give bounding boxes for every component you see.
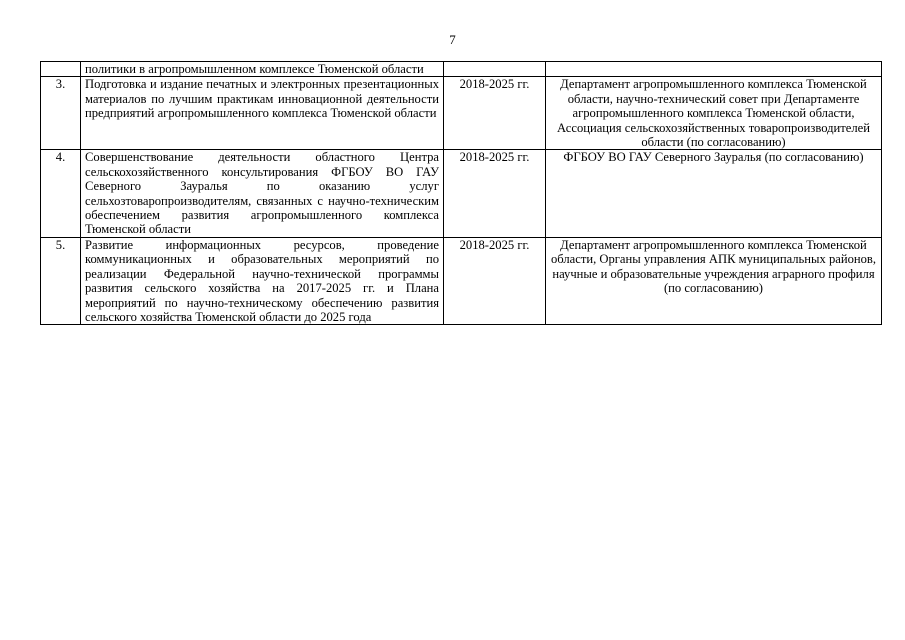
measure-responsible (546, 62, 882, 77)
measure-responsible: Департамент агропромышленного комплекса Тюменской области, Органы управления АПК муниципальных районов, научные и образовательные учреждения аграрного профиля (по согласованию) (546, 237, 882, 324)
row-number: 4. (41, 150, 81, 237)
measure-period (444, 62, 546, 77)
measure-description: Совершенствование деятельности областного Центра сельскохозяйственного консультирования ФГБОУ ВО ГАУ Северного Зауралья по оказанию услуг сельхозтоваропроизводителям, связанных с научно-техническим обеспечением развития агропромышленного комплекса Тюменской области (81, 150, 444, 237)
measure-period: 2018-2025 гг. (444, 150, 546, 237)
measure-period: 2018-2025 гг. (444, 77, 546, 150)
table-row (41, 62, 882, 77)
row-number: 5. (41, 237, 81, 324)
table-row (41, 150, 882, 237)
table-row (41, 237, 882, 324)
measure-period: 2018-2025 гг. (444, 237, 546, 324)
row-number (41, 62, 81, 77)
measure-description: Подготовка и издание печатных и электронных презентационных материалов по лучшим практикам инновационной деятельности предприятий агропромышленного комплекса Тюменской области (81, 77, 444, 150)
measure-responsible: ФГБОУ ВО ГАУ Северного Зауралья (по согласованию) (546, 150, 882, 237)
table-row (41, 77, 882, 150)
measure-responsible: Департамент агропромышленного комплекса Тюменской области, научно-технический совет при Департаменте агропромышленного комплекса Тюменской области, Ассоциация сельскохозяйственных товаропроизводителей области (по согласованию) (546, 77, 882, 150)
page-number: 7 (449, 32, 456, 47)
measure-description: Развитие информационных ресурсов, проведение коммуникационных и образовательных мероприятий по реализации Федеральной научно-технической программы развития сельского хозяйства на 2017-2025 гг. и Плана мероприятий по научно-техническому обеспечению развития сельского хозяйства Тюменской области до 2025 года (81, 237, 444, 324)
measures-table (40, 61, 882, 325)
measure-description: политики в агропромышленном комплексе Тюменской области (81, 62, 444, 77)
row-number: 3. (41, 77, 81, 150)
